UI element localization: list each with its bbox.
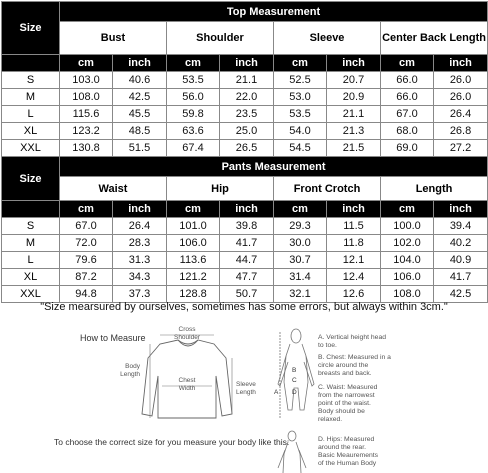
value-cell: 47.7 bbox=[220, 269, 274, 286]
value-cell: 56.0 bbox=[167, 89, 220, 106]
value-cell: 40.9 bbox=[434, 252, 488, 269]
value-cell: 37.3 bbox=[113, 286, 167, 303]
table-row bbox=[2, 269, 488, 286]
value-cell: 108.0 bbox=[60, 89, 113, 106]
legend-c-line: relaxed. bbox=[318, 416, 343, 423]
legend-d-line: D. Hips: Measured bbox=[318, 436, 375, 443]
value-cell: 66.0 bbox=[381, 89, 434, 106]
value-cell: 26.8 bbox=[434, 123, 488, 140]
value-cell: 51.5 bbox=[113, 140, 167, 157]
size-cell: XXL bbox=[2, 286, 60, 303]
table-row bbox=[2, 72, 488, 89]
value-cell: 39.8 bbox=[220, 218, 274, 235]
value-cell: 128.8 bbox=[167, 286, 220, 303]
body-length-label-2: Length bbox=[120, 371, 140, 378]
legend-c-line: Body should be bbox=[318, 408, 365, 415]
value-cell: 53.0 bbox=[274, 89, 327, 106]
value-cell: 30.0 bbox=[274, 235, 327, 252]
value-cell: 121.2 bbox=[167, 269, 220, 286]
group-hip: Hip bbox=[167, 177, 274, 201]
unit-inch: inch bbox=[434, 201, 488, 218]
legend-d-line: Basic Meaurements bbox=[318, 452, 379, 459]
value-cell: 113.6 bbox=[167, 252, 220, 269]
group-length: Length bbox=[381, 177, 488, 201]
size-cell: S bbox=[2, 72, 60, 89]
value-cell: 106.0 bbox=[167, 235, 220, 252]
unit-cm: cm bbox=[60, 55, 113, 72]
legend-c-line: point of the waist. bbox=[318, 400, 371, 407]
letter-a: A bbox=[274, 389, 279, 396]
value-cell: 21.1 bbox=[220, 72, 274, 89]
group-sleeve: Sleeve bbox=[274, 22, 381, 55]
value-cell: 101.0 bbox=[167, 218, 220, 235]
value-cell: 44.7 bbox=[220, 252, 274, 269]
measurement-note: "Size mearsured by ourselves, sometimes has some errors, but always within 3cm." bbox=[40, 301, 448, 313]
legend-d-line: of the Human Body bbox=[318, 460, 377, 467]
value-cell: 21.1 bbox=[327, 106, 381, 123]
sleeve-length-label: Sleeve bbox=[236, 381, 256, 388]
chest-width-label: Chest bbox=[178, 377, 196, 384]
legend-c-line: C. Waist: Measured bbox=[318, 384, 378, 391]
value-cell: 72.0 bbox=[60, 235, 113, 252]
size-cell: S bbox=[2, 218, 60, 235]
legend-d-line: around the rear. bbox=[318, 444, 366, 451]
unit-blank bbox=[2, 201, 60, 218]
value-cell: 68.0 bbox=[381, 123, 434, 140]
value-cell: 12.1 bbox=[327, 252, 381, 269]
table-row bbox=[2, 123, 488, 140]
group-front-crotch: Front Crotch bbox=[274, 177, 381, 201]
value-cell: 67.0 bbox=[381, 106, 434, 123]
group-center-back-length: Center Back Length bbox=[381, 22, 488, 55]
size-cell: M bbox=[2, 235, 60, 252]
value-cell: 26.5 bbox=[220, 140, 274, 157]
choose-size-text: To choose the correct size for you measure your body like this: bbox=[54, 437, 290, 447]
unit-row bbox=[2, 201, 488, 218]
value-cell: 26.4 bbox=[434, 106, 488, 123]
letter-c: C bbox=[292, 377, 297, 384]
value-cell: 26.0 bbox=[434, 72, 488, 89]
value-cell: 54.5 bbox=[274, 140, 327, 157]
how-to-measure-label: How to Measure bbox=[80, 333, 146, 343]
legend-b-line: B. Chest: Measured in a bbox=[318, 354, 391, 361]
table-row bbox=[2, 252, 488, 269]
size-cell: L bbox=[2, 106, 60, 123]
size-cell: XL bbox=[2, 269, 60, 286]
value-cell: 42.5 bbox=[113, 89, 167, 106]
sleeve-length-label-2: Length bbox=[236, 389, 256, 396]
value-cell: 103.0 bbox=[60, 72, 113, 89]
unit-blank bbox=[2, 55, 60, 72]
unit-row bbox=[2, 55, 488, 72]
table-row bbox=[2, 140, 488, 157]
value-cell: 21.3 bbox=[327, 123, 381, 140]
value-cell: 22.0 bbox=[220, 89, 274, 106]
value-cell: 41.7 bbox=[434, 269, 488, 286]
unit-inch: inch bbox=[434, 55, 488, 72]
unit-cm: cm bbox=[274, 201, 327, 218]
unit-cm: cm bbox=[381, 201, 434, 218]
body-length-label: Body bbox=[125, 363, 140, 370]
size-header: Size bbox=[2, 2, 60, 55]
unit-cm: cm bbox=[274, 55, 327, 72]
size-header: Size bbox=[2, 157, 60, 201]
value-cell: 41.7 bbox=[220, 235, 274, 252]
value-cell: 52.5 bbox=[274, 72, 327, 89]
table-row bbox=[2, 89, 488, 106]
group-bust: Bust bbox=[60, 22, 167, 55]
pants-measurement-table bbox=[1, 156, 488, 303]
value-cell: 40.6 bbox=[113, 72, 167, 89]
value-cell: 108.0 bbox=[381, 286, 434, 303]
legend-a bbox=[318, 334, 486, 350]
legend-c-line: from the narrowest bbox=[318, 392, 375, 399]
value-cell: 12.4 bbox=[327, 269, 381, 286]
top-measurement-table bbox=[1, 1, 488, 157]
value-cell: 34.3 bbox=[113, 269, 167, 286]
value-cell: 28.3 bbox=[113, 235, 167, 252]
chest-width-label-2: Width bbox=[178, 385, 196, 392]
unit-cm: cm bbox=[381, 55, 434, 72]
value-cell: 32.1 bbox=[274, 286, 327, 303]
value-cell: 106.0 bbox=[381, 269, 434, 286]
value-cell: 59.8 bbox=[167, 106, 220, 123]
value-cell: 87.2 bbox=[60, 269, 113, 286]
value-cell: 130.8 bbox=[60, 140, 113, 157]
legend-a-line: A. Vertical height head bbox=[318, 334, 387, 341]
value-cell: 20.9 bbox=[327, 89, 381, 106]
size-cell: M bbox=[2, 89, 60, 106]
value-cell: 30.7 bbox=[274, 252, 327, 269]
value-cell: 20.7 bbox=[327, 72, 381, 89]
unit-inch: inch bbox=[220, 201, 274, 218]
value-cell: 69.0 bbox=[381, 140, 434, 157]
value-cell: 94.8 bbox=[60, 286, 113, 303]
value-cell: 63.6 bbox=[167, 123, 220, 140]
value-cell: 123.2 bbox=[60, 123, 113, 140]
value-cell: 11.5 bbox=[327, 218, 381, 235]
unit-inch: inch bbox=[113, 55, 167, 72]
pants-rows bbox=[2, 218, 488, 303]
legend-c bbox=[318, 384, 486, 424]
value-cell: 48.5 bbox=[113, 123, 167, 140]
size-cell: XL bbox=[2, 123, 60, 140]
value-cell: 40.2 bbox=[434, 235, 488, 252]
value-cell: 42.5 bbox=[434, 286, 488, 303]
value-cell: 25.0 bbox=[220, 123, 274, 140]
group-waist: Waist bbox=[60, 177, 167, 201]
size-cell: XXL bbox=[2, 140, 60, 157]
value-cell: 45.5 bbox=[113, 106, 167, 123]
unit-cm: cm bbox=[167, 201, 220, 218]
value-cell: 115.6 bbox=[60, 106, 113, 123]
unit-cm: cm bbox=[60, 201, 113, 218]
unit-cm: cm bbox=[167, 55, 220, 72]
size-cell: L bbox=[2, 252, 60, 269]
value-cell: 102.0 bbox=[381, 235, 434, 252]
group-shoulder: Shoulder bbox=[167, 22, 274, 55]
value-cell: 66.0 bbox=[381, 72, 434, 89]
unit-inch: inch bbox=[220, 55, 274, 72]
value-cell: 39.4 bbox=[434, 218, 488, 235]
value-cell: 104.0 bbox=[381, 252, 434, 269]
pants-title: Pants Measurement bbox=[60, 157, 488, 177]
table-row bbox=[2, 235, 488, 252]
letter-b: B bbox=[292, 367, 297, 374]
legend-a-line: to toe. bbox=[318, 342, 337, 349]
cross-shoulder-label: Cross bbox=[178, 326, 196, 333]
legend-b-line: breasts and back. bbox=[318, 370, 372, 377]
table-row bbox=[2, 218, 488, 235]
value-cell: 53.5 bbox=[274, 106, 327, 123]
value-cell: 67.4 bbox=[167, 140, 220, 157]
value-cell: 23.5 bbox=[220, 106, 274, 123]
value-cell: 21.5 bbox=[327, 140, 381, 157]
value-cell: 12.6 bbox=[327, 286, 381, 303]
legend-b-line: circle around the bbox=[318, 362, 369, 369]
value-cell: 11.8 bbox=[327, 235, 381, 252]
unit-inch: inch bbox=[113, 201, 167, 218]
top-title: Top Measurement bbox=[60, 2, 488, 22]
value-cell: 50.7 bbox=[220, 286, 274, 303]
table-row bbox=[2, 106, 488, 123]
unit-inch: inch bbox=[327, 201, 381, 218]
value-cell: 27.2 bbox=[434, 140, 488, 157]
value-cell: 26.0 bbox=[434, 89, 488, 106]
unit-inch: inch bbox=[327, 55, 381, 72]
top-rows bbox=[2, 72, 488, 157]
value-cell: 53.5 bbox=[167, 72, 220, 89]
legend-d bbox=[318, 436, 486, 468]
value-cell: 54.0 bbox=[274, 123, 327, 140]
value-cell: 26.4 bbox=[113, 218, 167, 235]
table-row bbox=[2, 286, 488, 303]
cross-shoulder-label-2: Shoulder bbox=[173, 334, 201, 341]
legend-b bbox=[318, 354, 486, 378]
value-cell: 31.4 bbox=[274, 269, 327, 286]
value-cell: 79.6 bbox=[60, 252, 113, 269]
value-cell: 67.0 bbox=[60, 218, 113, 235]
value-cell: 100.0 bbox=[381, 218, 434, 235]
letter-d: D bbox=[292, 389, 297, 396]
value-cell: 29.3 bbox=[274, 218, 327, 235]
value-cell: 31.3 bbox=[113, 252, 167, 269]
